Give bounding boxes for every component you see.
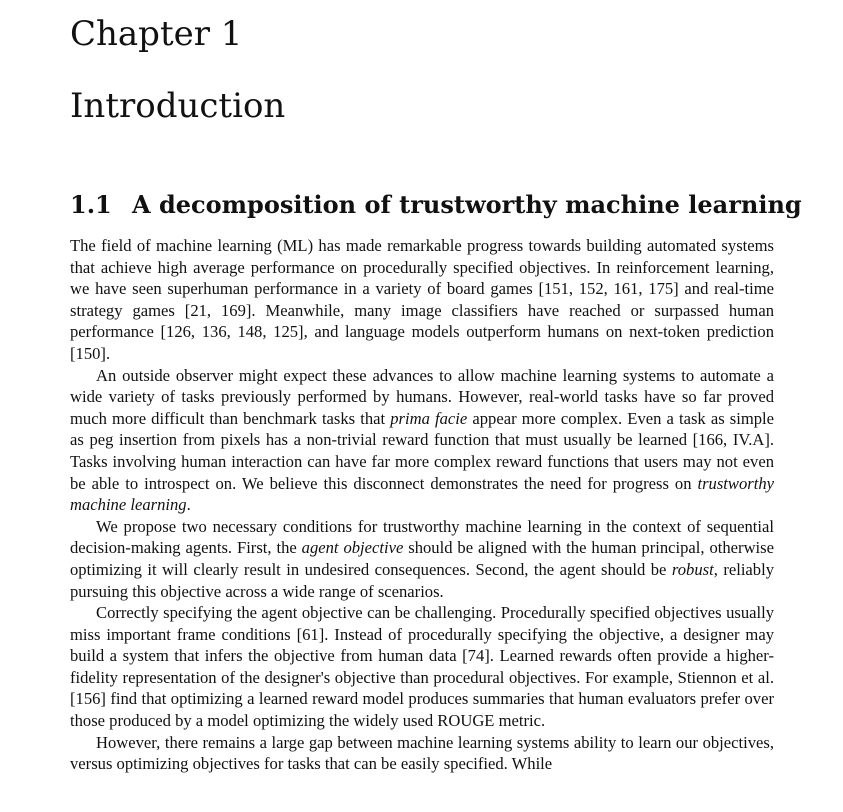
paragraph-1 (70, 235, 774, 365)
paragraph-text: . (186, 495, 191, 515)
body-text (70, 235, 774, 775)
emphasis-trustworthy-ml: trustworthy machine learning (70, 473, 774, 515)
paragraph-text: should be aligned with the human principal, otherwise optimizing it will clearly result in undesired consequences. Second, the agent should be (70, 538, 774, 579)
section-heading (70, 190, 802, 219)
chapter-label: Chapter 1 (70, 14, 243, 54)
paragraph-text: An outside observer might expect these advances to allow machine learning systems to automate a wide variety of tasks previously performed by humans. However, real-world tasks have so far proved much more difficult than benchmark tasks that (70, 365, 774, 428)
emphasis-prima-facie: prima facie (390, 408, 468, 428)
paragraph-text: appear more complex. Even a task as simple as peg insertion from pixels has a non-trivial reward function that must usually be learned [166, IV.A]. Tasks involving human interaction can have far more complex reward functions that users may not even be able to introspect on. We believe this disconnect demonstrates the need for progress on (70, 408, 775, 493)
emphasis-agent-objective: agent objective (301, 538, 404, 558)
paragraph-2 (70, 365, 774, 516)
paragraph-text: However, there remains a large gap between machine learning systems ability to learn our objectives, versus optimizing objectives for tasks that can be easily specified. While (70, 732, 774, 774)
paragraph-text: The field of machine learning (ML) has made remarkable progress towards building automated systems that achieve high average performance on procedurally specified objectives. In reinforcement learning, we have seen superhuman performance in a variety of board games [151, 152, 161, 175] and real-time strategy games [21, 169]. Meanwhile, many image classifiers have reached or surpassed human performance [126, 136, 148, 125], and language models outperform humans on next-token prediction [150]. (70, 236, 774, 363)
paragraph-text: , reliably pursuing this objective across a wide range of scenarios. (70, 559, 774, 601)
paragraph-3 (70, 516, 774, 602)
emphasis-robust: robust (671, 559, 714, 579)
paragraph-4 (70, 602, 774, 732)
paragraph-5 (70, 732, 774, 775)
section-number: 1.1 (70, 190, 112, 219)
paragraph-text: Correctly specifying the agent objective can be challenging. Procedurally specified objectives usually miss important frame conditions [61]. Instead of procedurally specifying the objective, a designer may build a system that infers the objective from human data [74]. Learned rewards often provide a higher-fidelity representation of the designer's objective than procedural objectives. For example, Stiennon et al. [156] find that optimizing a learned reward model produces summaries that human evaluators prefer over those produced by a model optimizing the widely used ROUGE metric. (70, 603, 774, 731)
section-title: A decomposition of trustworthy machine learning (132, 190, 802, 219)
paragraph-text: We propose two necessary conditions for trustworthy machine learning in the context of sequential decision-making agents. First, the (70, 516, 774, 558)
chapter-title: Introduction (70, 86, 286, 126)
